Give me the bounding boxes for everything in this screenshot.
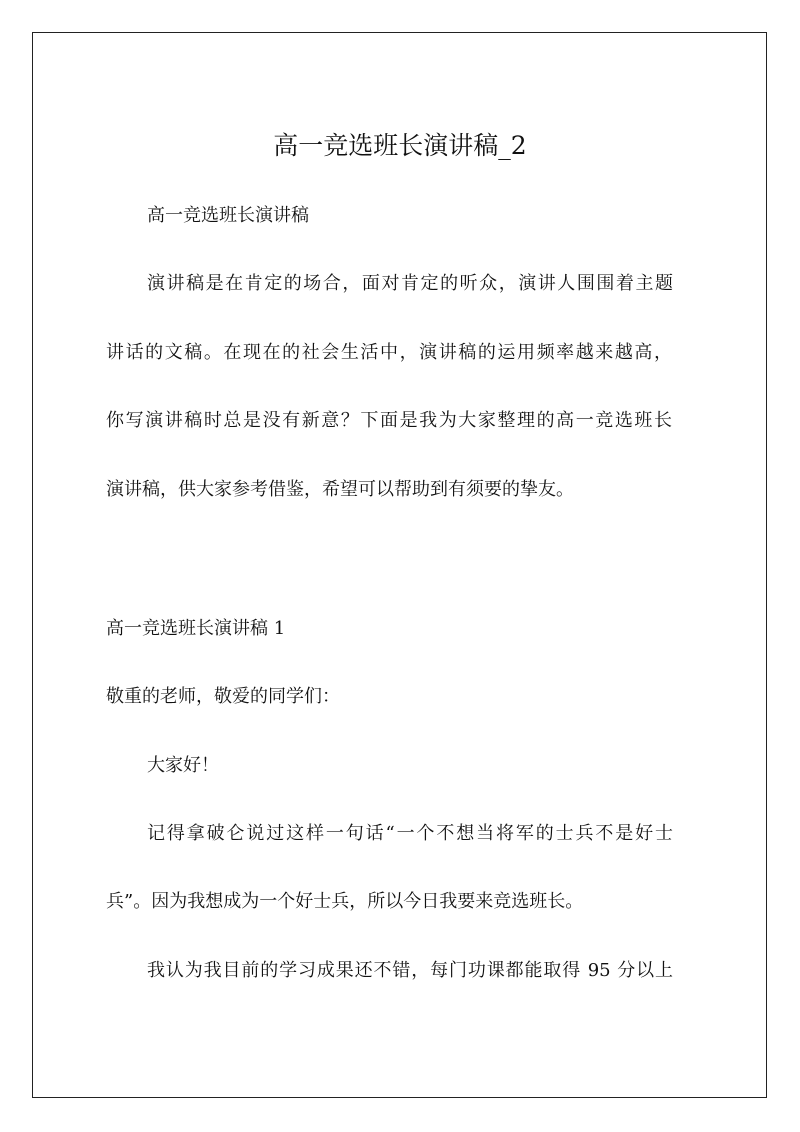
intro-line-3: 你写演讲稿时总是没有新意？下面是我为大家整理的高一竞选班长: [106, 410, 672, 431]
document-title: 高一竞选班长演讲稿_2: [273, 131, 527, 160]
salutation: 敬重的老师，敬爱的同学们：: [106, 686, 340, 707]
intro-line-4: 演讲稿，供大家参考借鉴，希望可以帮助到有须要的挚友。: [106, 479, 574, 500]
section-heading: 高一竞选班长演讲稿 1: [106, 618, 286, 639]
page-border: [32, 32, 767, 1098]
document-subtitle: 高一竞选班长演讲稿: [147, 205, 309, 226]
body-line-3: 我认为我目前的学习成果还不错，每门功课都能取得 95 分以上: [147, 960, 673, 981]
body-line-1: 记得拿破仑说过这样一句话“一个不想当将军的士兵不是好士: [147, 823, 673, 844]
intro-line-1: 演讲稿是在肯定的场合，面对肯定的听众，演讲人围围着主题: [147, 273, 673, 294]
body-line-2: 兵”。因为我想成为一个好士兵，所以今日我要来竞选班长。: [106, 891, 584, 912]
greeting: 大家好！: [147, 755, 219, 776]
intro-line-2: 讲话的文稿。在现在的社会生活中，演讲稿的运用频率越来越高，: [106, 342, 672, 363]
